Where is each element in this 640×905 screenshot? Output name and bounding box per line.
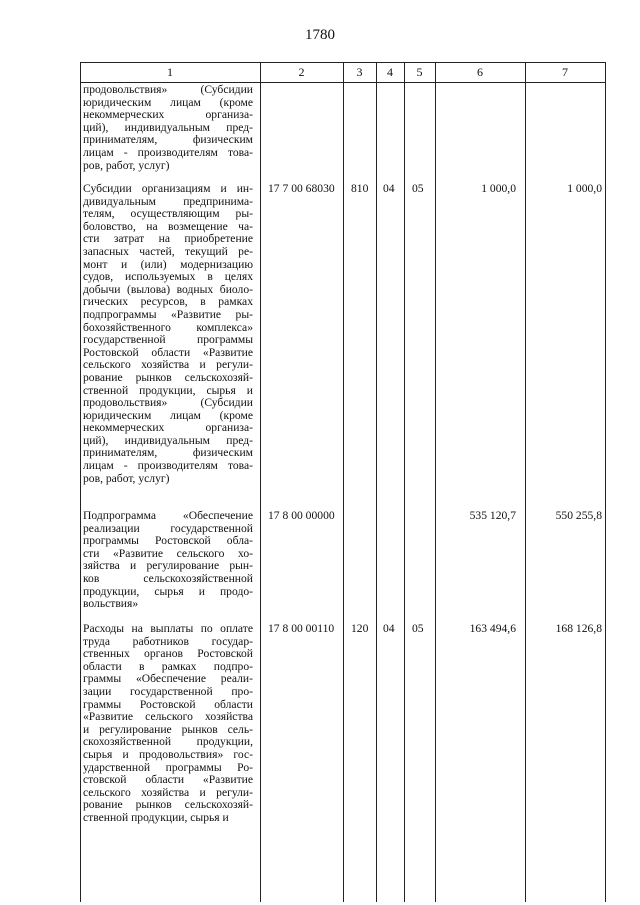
amount-year-1: 163 494,6 [469,622,516,635]
description-line: Подпрограмма «Обеспечение [83,509,253,522]
description-line: монт и (или) модернизацию [83,257,253,271]
description-line: сти затрат на приобретение [83,232,253,246]
amount-year-2: 168 126,8 [555,622,602,635]
description-line: ударственной программы Ро- [83,760,253,774]
description-line: труда работников государ- [83,634,253,648]
column-border [525,62,526,902]
description-line: ственной продукции, сырья и [83,383,253,397]
description-line: вольствия» [83,597,139,611]
description-line: граммы Ростовской области [83,697,253,711]
description-line: гических ресурсов, в рамках [83,295,253,309]
subsection-code: 05 [412,182,424,195]
description-line: ков сельскохозяйственной [83,571,253,585]
description-line: продовольствия» (Субсидии [83,396,253,410]
description-line: программы Ростовской обла- [83,534,253,548]
description-line: и регулирование рынков сель- [83,722,253,736]
description-line: бохозяйственного комплекса» [83,320,253,334]
description-line: сти «Развитие сельского хо- [83,546,253,560]
column-border [404,62,405,902]
description-line: добычи (вылова) водных биоло- [83,282,253,296]
description-line: некоммерческих организа- [83,421,253,435]
description-line: области в рамках подпро- [83,659,253,673]
description-line: скохозяйственной продукции, [83,735,253,749]
column-header: 1 [167,65,173,79]
section-code: 04 [383,182,395,195]
description-line: некоммерческих организа- [83,108,253,122]
column-border [80,62,81,902]
amount-year-2: 1 000,0 [567,182,602,195]
row-description [83,84,253,172]
description-line: лицам - производителям това- [83,145,253,159]
description-line: продовольствия» (Субсидии [83,83,253,96]
description-line: юридическим лицам (кроме [83,95,253,109]
description-line: Субсидии организациям и ин- [83,182,253,195]
column-border [435,62,436,902]
description-line: зации государственной про- [83,684,253,698]
expense-type: 810 [351,182,369,195]
description-line: граммы «Обеспечение реали- [83,672,253,686]
description-line: рование рынков сельскохозяй- [83,798,253,812]
target-article-code: 17 7 00 68030 [268,182,335,195]
description-line: сельского хозяйства и регули- [83,785,253,799]
description-line: подпрограммы «Развитие ры- [83,307,253,321]
column-border [605,62,606,902]
target-article-code: 17 8 00 00110 [268,622,335,635]
description-line: юридическим лицам (кроме [83,408,253,422]
description-line: ций), индивидуальным пред- [83,433,253,447]
subsection-code: 05 [412,622,424,635]
amount-year-1: 1 000,0 [481,182,516,195]
expense-type: 120 [351,622,369,635]
description-line: сельского хозяйства и регули- [83,358,253,372]
description-line: судов, используемых в целях [83,270,253,284]
description-line: лицам - производителям това- [83,459,253,473]
description-line: Расходы на выплаты по оплате [83,622,253,635]
description-line: ственной продукции, сырья и [83,810,229,824]
row-description [83,183,253,485]
page-number: 1780 [305,27,335,43]
section-code: 04 [383,622,395,635]
column-header: 2 [298,65,305,79]
column-header: 4 [387,65,393,79]
description-line: ров, работ, услуг) [83,158,170,172]
description-line: ров, работ, услуг) [83,471,170,485]
description-line: дивидуальным предпринима- [83,194,253,208]
column-border [343,62,344,902]
column-border [260,62,261,902]
row-description [83,510,253,611]
column-header: 5 [416,65,423,79]
column-border [376,62,377,902]
description-line: боловство, на возмещение ча- [83,219,253,233]
description-line: стовской области «Развитие [83,773,253,787]
column-header: 7 [562,65,568,79]
amount-year-1: 535 120,7 [469,509,516,522]
description-line: рование рынков сельскохозяй- [83,370,253,384]
description-line: запасных частей, текущий ре- [83,244,253,258]
description-line: принимателям, физическим [83,133,253,147]
description-line: реализации государственной [83,521,253,535]
column-header: 6 [477,65,483,79]
description-line: сырья и продовольствия» гос- [83,747,253,761]
description-line: зяйства и регулирование рын- [83,559,253,573]
description-line: ственных органов Ростовской [83,647,253,661]
description-line: продукции, сырья и продо- [83,584,253,598]
description-line: телям, осуществляющим ры- [83,207,253,221]
amount-year-2: 550 255,8 [555,509,602,522]
row-description [83,623,253,825]
column-header: 3 [356,65,363,79]
description-line: ций), индивидуальным пред- [83,120,253,134]
description-line: Ростовской области «Развитие [83,345,253,359]
target-article-code: 17 8 00 00000 [268,509,335,522]
description-line: государственной программы [83,333,253,347]
description-line: «Развитие сельского хозяйства [83,710,253,724]
description-line: принимателям, физическим [83,446,253,460]
